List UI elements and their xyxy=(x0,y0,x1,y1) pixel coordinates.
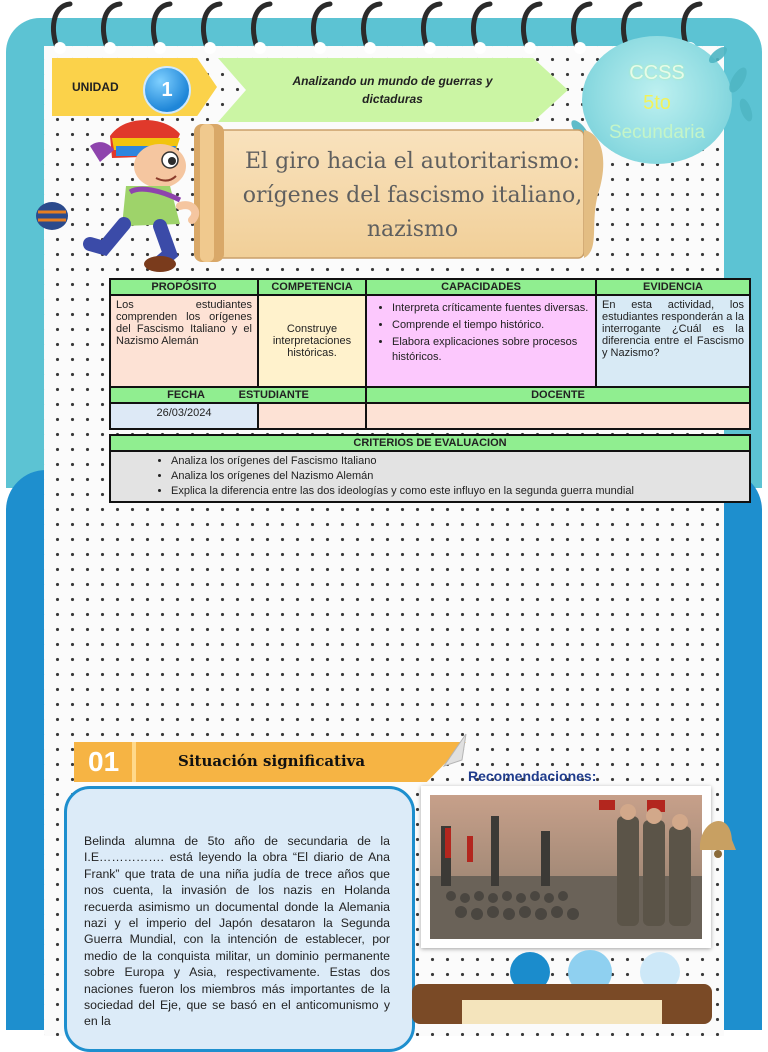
fecha-value: 26/03/2024 xyxy=(110,403,258,429)
criterios-list xyxy=(116,454,744,499)
capacidades-cell xyxy=(366,295,596,387)
subject-badge-line-3: Secundaria xyxy=(608,122,706,143)
evidencia-cell: En esta actividad, los estudiantes responderán a la interrogante ¿Cuál es la diferencia entre el Fascismo y Nazismo? xyxy=(596,295,750,387)
proposito-cell: Los estudiantes comprenden los orígenes del Fascismo Italiano y el Nazismo Alemán xyxy=(110,295,258,387)
unit-title: Analizando un mundo de guerras y dictaduras xyxy=(292,74,493,106)
section-divider xyxy=(132,742,136,782)
wooden-board-icon xyxy=(412,980,712,1024)
subject-badge-line-1: CCSS xyxy=(629,62,685,84)
subject-badge-text xyxy=(590,58,724,148)
unit-number-badge xyxy=(143,66,191,114)
criterio-item: • Analiza los orígenes del Fascismo Italiano xyxy=(171,454,744,469)
header-evidencia: EVIDENCIA xyxy=(596,279,750,295)
mascot-illustration xyxy=(30,116,210,276)
paper-curl-icon xyxy=(440,730,470,770)
bell-decoration-icon xyxy=(690,800,740,860)
criteria-table xyxy=(109,434,751,503)
header-capacidades: CAPACIDADES xyxy=(366,279,596,295)
historical-photo-frame xyxy=(421,786,711,948)
unit-number: 1 xyxy=(161,78,173,101)
lesson-title: El giro hacia el autoritarismo: orígenes del fascismo italiano, nazismo xyxy=(242,149,583,242)
subject-badge-line-2: 5to xyxy=(643,92,671,114)
criterios-header: CRITERIOS DE EVALUACION xyxy=(110,435,750,451)
capacidad-item: • Interpreta críticamente fuentes diversas. xyxy=(392,301,590,316)
recommendations-label: Recomendaciones: xyxy=(468,768,597,784)
section-number: 01 xyxy=(88,746,120,777)
header-competencia: COMPETENCIA xyxy=(258,279,366,295)
criterios-cell xyxy=(110,451,750,502)
estudiante-label: ESTUDIANTE xyxy=(238,389,309,401)
header-proposito: PROPÓSITO xyxy=(110,279,258,295)
criterio-item: • Explica la diferencia entre las dos ideologías y como este influyo en la segunda guerra mundial xyxy=(171,484,744,499)
docente-label: DOCENTE xyxy=(366,387,750,403)
story-text: Belinda alumna de 5to año de secundaria de la I.E……………. está leyendo la obra “El diario de Ana Frank” que trata de una niña judía de trece años que nos cuenta, la invasión de los nazis en Holanda recuerda asimismo un documental donde la Alemania nazi y el imperio del Japón desataron la Segunda Guerra Mundial, con la intención de establecer, por medio de la conquista militar, un dominio permanente sobre Europa y Asia, respectivamente. Estas dos naciones fueron los miembros más importantes de la sociedad del Eje, que se basó en el anticomunismo y en la xyxy=(84,834,390,1029)
section-title: Situación significativa xyxy=(178,752,366,770)
capacidad-item: • Comprende el tiempo histórico. xyxy=(392,318,590,333)
capacidad-item: • Elabora explicaciones sobre procesos históricos. xyxy=(392,335,590,365)
docente-field[interactable] xyxy=(366,403,750,429)
historical-photo xyxy=(421,786,711,948)
fecha-estudiante-header xyxy=(110,387,366,403)
lesson-info-table xyxy=(109,278,751,430)
criterio-item: • Analiza los orígenes del Nazismo Alemán xyxy=(171,469,744,484)
capacidades-list xyxy=(372,301,590,365)
competencia-cell: Construye interpretaciones históricas. xyxy=(258,295,366,387)
estudiante-field[interactable] xyxy=(258,403,366,429)
unit-label: UNIDAD xyxy=(72,80,119,94)
fecha-label: FECHA xyxy=(167,389,205,401)
